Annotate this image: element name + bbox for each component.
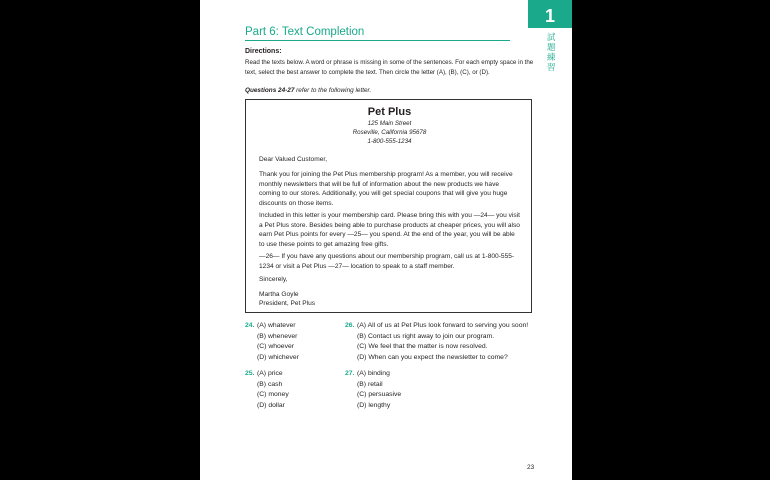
page-title: Part 6: Text Completion — [245, 26, 365, 38]
answer-option[interactable]: (D) lengthy — [357, 401, 391, 409]
answer-option[interactable]: (B) retail — [357, 380, 383, 388]
page-number: 23 — [527, 464, 535, 471]
letter-paragraph-1: Thank you for joining the Pet Plus membership program! As a member, you will receive monthly newsletters that will be full of information about the new products we have coming to our stores. Additionally, you will get special coupons that will give you huge discounts on those items. — [259, 171, 513, 207]
questions-intro-rest: refer to the following letter. — [294, 87, 372, 94]
question-number: 25. — [245, 370, 255, 377]
answer-option[interactable]: (C) money — [257, 391, 289, 398]
unit-side-text: 試題練習 — [547, 32, 556, 72]
letter-box — [245, 99, 532, 313]
questions-range: Questions 24-27 — [245, 87, 295, 94]
unit-label: UNIT — [539, 0, 558, 9]
letter-closing: Sincerely, — [259, 276, 288, 283]
letter-signer-title: President, Pet Plus — [259, 300, 316, 307]
answer-option[interactable]: (C) persuasive — [357, 391, 402, 398]
question-number: 24. — [245, 322, 255, 329]
directions-heading: Directions: — [245, 48, 282, 55]
answer-option[interactable]: (B) Contact us right away to join our program. — [357, 332, 495, 340]
answer-option[interactable]: (B) cash — [257, 380, 283, 388]
letter-signer: Martha Goyle — [259, 291, 299, 298]
answer-option[interactable]: (C) whoever — [257, 343, 295, 350]
directions-text: Read the texts below. A word or phrase is missing in some of the sentences. For each empty space in the text, select the best answer to complete the text. Then circle the letter (A), (B), (C), or (D). — [245, 59, 534, 76]
letter-address-city: Roseville, California 95678 — [352, 129, 427, 136]
answer-option[interactable]: (A) whatever — [257, 322, 296, 329]
answer-option[interactable]: (A) All of us at Pet Plus look forward to serving you soon! — [357, 322, 529, 329]
question-number: 26. — [345, 322, 355, 329]
letter-phone: 1-800-555-1234 — [367, 138, 412, 145]
answer-option[interactable]: (D) When can you expect the newsletter to come? — [357, 353, 508, 361]
letter-company-name: Pet Plus — [367, 106, 412, 118]
letter-address-street: 125 Main Street — [367, 120, 412, 127]
answer-option[interactable]: (B) whenever — [257, 332, 298, 340]
letter-greeting: Dear Valued Customer, — [259, 156, 328, 163]
answer-option[interactable]: (A) binding — [357, 370, 390, 377]
title-divider — [245, 40, 510, 41]
answer-option[interactable]: (D) whichever — [257, 353, 299, 361]
question-number: 27. — [345, 370, 355, 377]
questions-intro — [245, 87, 371, 94]
letter-paragraph-2: Included in this letter is your membership card. Please bring this with you —24— you visit a Pet Plus store. Besides being able to purchase products at cheaper prices, you will also earn Pet Plus points for every —25— you spend. At the end of the year, you will be able to use these points to get amazing free gifts. — [259, 212, 520, 248]
letter-paragraph-3: —26— If you have any questions about our membership program, call us at 1-800-555-1234 or visit a Pet Plus —27— location to speak to a staff member. — [259, 253, 515, 270]
answer-option[interactable]: (D) dollar — [257, 401, 285, 409]
unit-number: 1 — [545, 6, 556, 26]
answer-option[interactable]: (A) price — [257, 370, 283, 377]
answer-option[interactable]: (C) We feel that the matter is now resolved. — [357, 343, 488, 350]
book-page — [200, 0, 572, 480]
